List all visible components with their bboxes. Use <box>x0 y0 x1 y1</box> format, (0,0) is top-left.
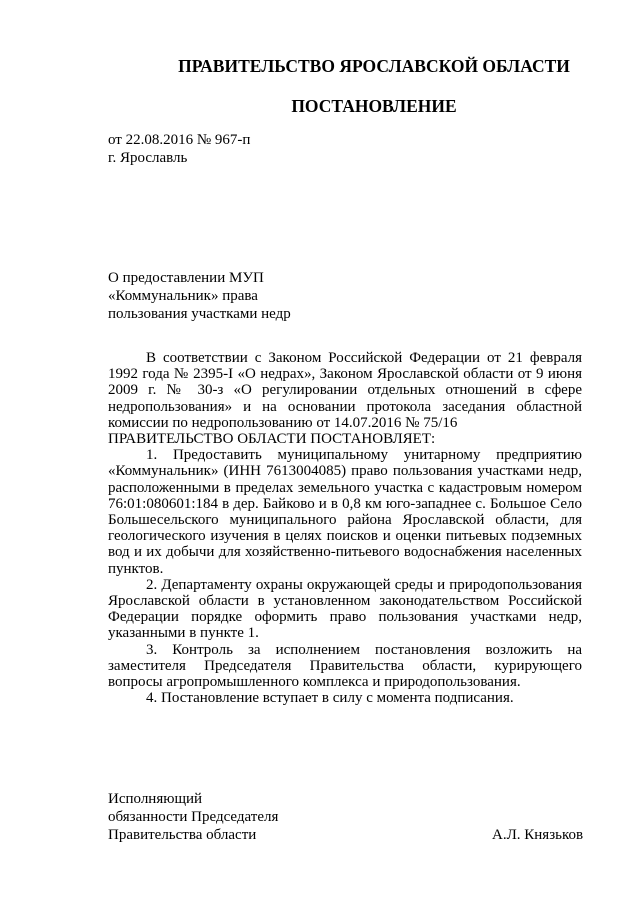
subject-line: пользования участками недр <box>108 306 291 322</box>
government-title: ПРАВИТЕЛЬСТВО ЯРОСЛАВСКОЙ ОБЛАСТИ <box>178 56 570 76</box>
signatory-name: А.Л. Князьков <box>492 827 584 843</box>
item-1-paragraph: 1. Предоставить муниципальному унитарному предприятию «Коммунальник» (ИНН 7613004085) право пользования участками недр, расположенными в пределах земельного участка с кадастровым номером 76:01:080601:184 в дер. Байково и в 0,8 км юго-западнее с. Большое Село Большесельского муниципального района Ярославской области, для геологического изучения в целях поисков и оценки питьевых подземных вод и их добычи для хозяйственно-питьевого водоснабжения населенных пунктов. <box>108 447 582 577</box>
document-subject <box>108 269 291 323</box>
document-type: ПОСТАНОВЛЕНИЕ <box>291 96 457 116</box>
preamble-paragraph: В соответствии с Законом Российской Федерации от 21 февраля 1992 года № 2395-I «О недрах», Законом Ярославской области от 9 июня 2009 г. № 30-з «О регулировании отдельных отношений в сфере недропользования» и на основании протокола заседания областной комиссии по недропользованию от 14.07.2016 № 75/16 <box>108 350 582 431</box>
city: г. Ярославль <box>108 150 188 166</box>
subject-line: О предоставлении МУП <box>108 270 264 286</box>
date-number: от 22.08.2016 № 967-п <box>108 132 251 148</box>
item-4-paragraph: 4. Постановление вступает в силу с момента подписания. <box>146 690 514 707</box>
item-2-paragraph: 2. Департаменту охраны окружающей среды и природопользования Ярославской области в установленном законодательством Российской Федерации порядке оформить право пользования участками недр, указанными в пункте 1. <box>108 576 582 642</box>
signatory-position <box>108 790 278 844</box>
document-body <box>108 350 582 706</box>
position-line: Исполняющий <box>108 791 203 807</box>
position-line: Правительства области <box>108 827 257 843</box>
document-meta <box>108 131 250 167</box>
item-3-paragraph: 3. Контроль за исполнением постановления возложить на заместителя Председателя Правительства области, курирующего вопросы агропромышленного комплекса и природопользования. <box>108 641 582 691</box>
subject-line: «Коммунальник» права <box>108 288 258 304</box>
resolves-line: ПРАВИТЕЛЬСТВО ОБЛАСТИ ПОСТАНОВЛЯЕТ: <box>108 431 436 448</box>
position-line: обязанности Председателя <box>108 809 279 825</box>
